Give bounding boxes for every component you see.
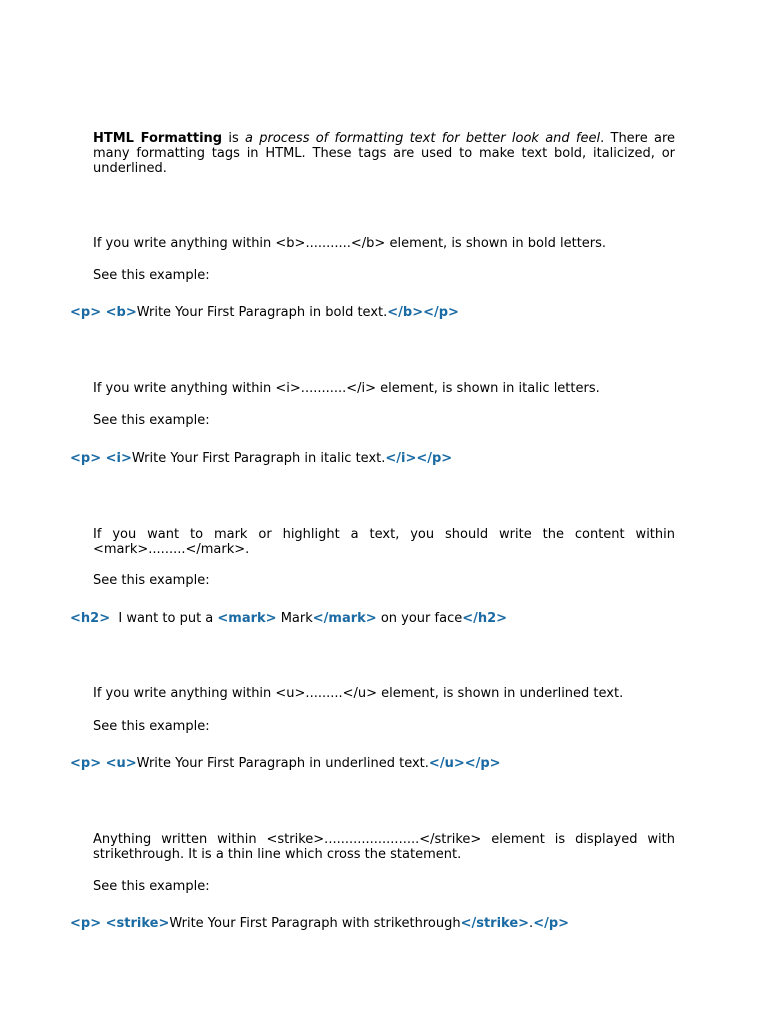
italic-see-example: See this example:: [93, 413, 210, 428]
intro-paragraph: [93, 131, 675, 176]
mark-code-text3: on your face: [376, 611, 463, 626]
italic-code-example: [70, 451, 452, 467]
bold-code-text: Write Your First Paragraph in bold text.: [136, 305, 388, 320]
bold-code-open-p: <p>: [70, 305, 106, 320]
mark-see-example: See this example:: [93, 573, 210, 588]
strike-code-period: .: [529, 916, 534, 931]
italic-code-text: Write Your First Paragraph in italic text.: [131, 451, 386, 466]
bold-code-example: [70, 305, 459, 321]
mark-code-close-h2: </h2>: [462, 611, 508, 626]
italic-code-open-i: <i>: [105, 451, 132, 466]
intro-term: HTML Formatting: [93, 131, 223, 146]
strike-see-example: See this example:: [93, 879, 210, 894]
bold-description: If you write anything within <b>...........</b> element, is shown in bold letters.: [93, 236, 607, 251]
strike-code-open-strike: <strike>: [105, 916, 170, 931]
mark-code-text1: I want to put a: [110, 611, 218, 626]
underline-see-example: See this example:: [93, 719, 210, 734]
bold-code-close: </b></p>: [387, 305, 459, 320]
mark-code-open-h2: <h2>: [70, 611, 111, 626]
intro-definition: a process of formatting text for better look and feel: [245, 131, 601, 146]
intro-is: is: [222, 131, 245, 146]
strike-code-open-p: <p>: [70, 916, 106, 931]
bold-code-open-b: <b>: [105, 305, 137, 320]
strike-description: Anything written within <strike>.......................</strike> element is displayed with strikethrough. It is a thin line which cross the statement.: [93, 832, 675, 862]
underline-code-text: Write Your First Paragraph in underlined text.: [136, 756, 429, 771]
italic-code-open-p: <p>: [70, 451, 106, 466]
italic-description: If you write anything within <i>...........</i> element, is shown in italic letters.: [93, 381, 600, 396]
mark-code-example: [70, 611, 507, 627]
underline-code-open-p: <p>: [70, 756, 106, 771]
underline-code-close: </u></p>: [428, 756, 501, 771]
italic-code-close: </i></p>: [385, 451, 453, 466]
strike-code-close-p: </p>: [533, 916, 570, 931]
mark-code-close-mark: </mark>: [312, 611, 377, 626]
intro-rest: . There are many formatting tags in HTML. These tags are used to make text bold, italicized, or underlined.: [93, 131, 676, 176]
mark-code-text2: Mark: [276, 611, 313, 626]
strike-code-text: Write Your First Paragraph with strikethrough: [169, 916, 461, 931]
mark-code-open-mark: <mark>: [217, 611, 277, 626]
mark-description: If you want to mark or highlight a text, you should write the content within <mark>.........</mark>.: [93, 527, 675, 557]
strike-code-example: [70, 916, 569, 932]
underline-code-open-u: <u>: [105, 756, 137, 771]
bold-see-example: See this example:: [93, 268, 210, 283]
strike-code-close-strike: </strike>: [460, 916, 530, 931]
underline-description: If you write anything within <u>.........</u> element, is shown in underlined text.: [93, 686, 624, 701]
underline-code-example: [70, 756, 501, 772]
